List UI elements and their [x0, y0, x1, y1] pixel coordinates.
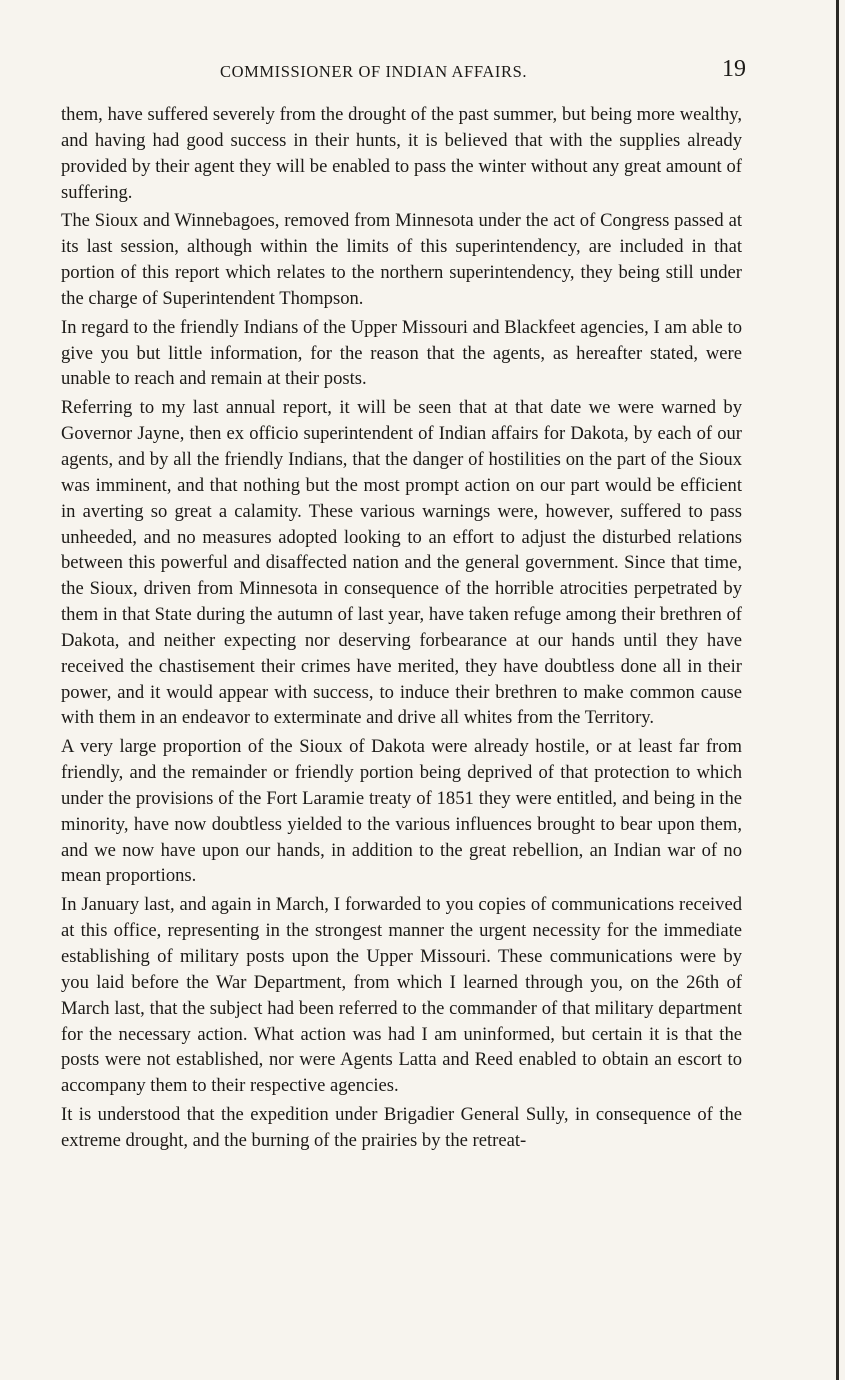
page-edge-shadow	[836, 0, 839, 1380]
page-header	[60, 56, 750, 86]
paragraph-annual-report: Referring to my last annual report, it will be seen that at that date we were warned by Governor Jayne, then ex officio superintendent of Indian affairs for Dakota, by each of our agents, and by all the friendly Indians, that the danger of hostilities on the part of the Sioux was imminent, and that nothing but the most prompt action on our part would be efficient in averting so great a calamity. These various warnings were, however, suffered to pass unheeded, and no measures adopted looking to an effort to adjust the disturbed relations between this powerful and disaffected nation and the general government. Since that time, the Sioux, driven from Minnesota in consequence of the horrible atrocities perpetrated by them in that State during the autumn of last year, have taken refuge among their brethren of Dakota, and neither expecting nor deserving forbearance at our hands until they have received the chastisement their crimes have merited, they have doubtless done all in their power, and it would appear with success, to induce their brethren to make common cause with them in an endeavor to exterminate and drive all whites from the Territory.	[61, 397, 742, 729]
paragraph-sully-expedition: It is understood that the expedition under Brigadier General Sully, in consequence of the extreme drought, and the burning of the prairies by the retreat-	[61, 1104, 742, 1151]
page-number: 19	[722, 56, 746, 82]
paragraph-upper-missouri: In regard to the friendly Indians of the Upper Missouri and Blackfeet agencies, I am able to give you but little information, for the reason that the agents, as hereafter stated, were unable to reach and remain at their posts.	[61, 316, 742, 390]
paragraph-continuation: them, have suffered severely from the drought of the past summer, but being more wealthy, and having had good success in their hunts, it is believed that with the supplies already provided by their agent they will be enabled to pass the winter without any great amount of suffering.	[61, 104, 742, 203]
body-text	[61, 102, 742, 1157]
paragraph-january-march: In January last, and again in March, I forwarded to you copies of communications received at this office, representing in the strongest manner the urgent necessity for the immediate establishing of military posts upon the Upper Missouri. These communications were by you laid before the War Department, from which I learned through you, on the 26th of March last, that the subject had been referred to the commander of that military department for the necessary action. What action was had I am uninformed, but certain it is that the posts were not established, nor were Agents Latta and Reed enabled to obtain an escort to accompany them to their respective agencies.	[61, 894, 742, 1097]
paragraph-sioux-of-dakota: A very large proportion of the Sioux of Dakota were already hostile, or at least far from friendly, and the remainder or friendly portion being deprived of that protection to which under the provisions of the Fort Laramie treaty of 1851 they were entitled, and being in the minority, have now doubtless yielded to the various influences brought to bear upon them, and we now have upon our hands, in addition to the great rebellion, an Indian war of no mean proportions.	[61, 736, 742, 887]
running-head: COMMISSIONER OF INDIAN AFFAIRS.	[220, 62, 528, 81]
paragraph-sioux-winnebagoes: The Sioux and Winnebagoes, removed from Minnesota under the act of Congress passed at its last session, although within the limits of this superintendency, are included in that portion of this report which relates to the northern superintendency, they being still under the charge of Superintendent Thompson.	[61, 210, 742, 309]
